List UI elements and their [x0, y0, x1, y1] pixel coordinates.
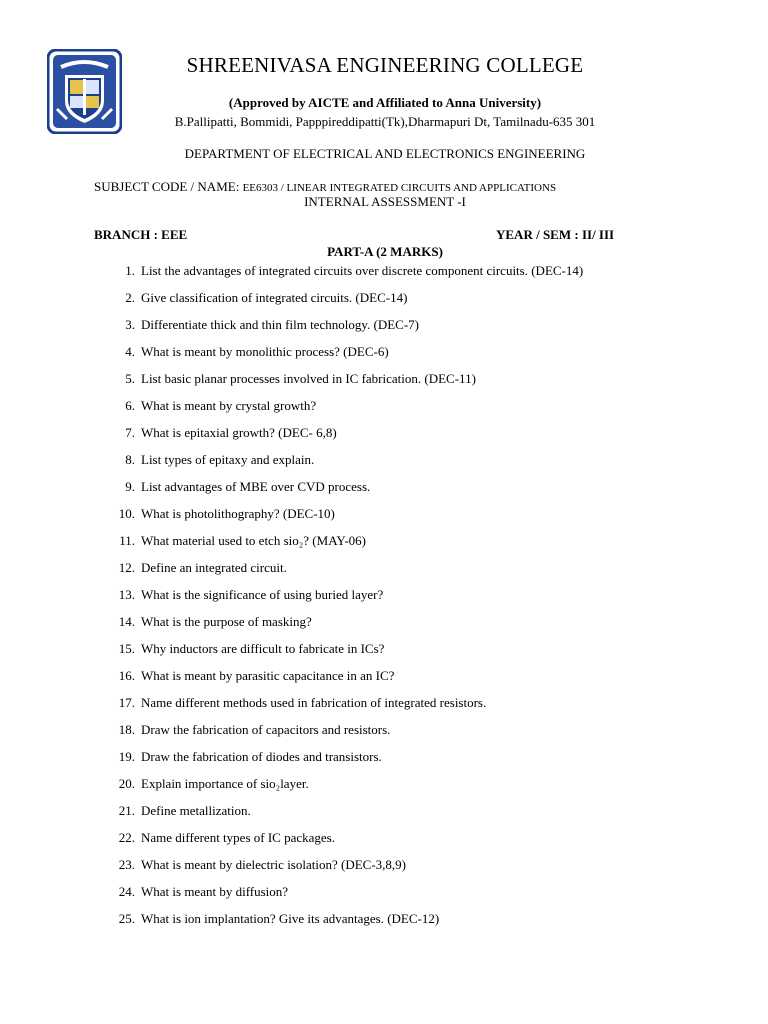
question-item: [100, 856, 740, 883]
question-text: Give classification of integrated circuits. (DEC-14): [141, 290, 408, 305]
question-number: 1.: [125, 263, 135, 278]
question-text: What is meant by dielectric isolation? (DEC-3,8,9): [141, 857, 406, 872]
question-number: 23.: [118, 857, 135, 872]
assessment-title: INTERNAL ASSESSMENT -I: [304, 194, 466, 209]
question-text: What is the purpose of masking?: [141, 614, 312, 629]
question-text: What material used to etch sio₂? (MAY-06): [141, 533, 366, 548]
question-item: [100, 775, 740, 802]
year-sem-label: YEAR / SEM : II/ III: [496, 227, 615, 242]
question-number: 25.: [118, 911, 135, 926]
question-item: [100, 343, 740, 370]
question-item: [100, 478, 740, 505]
question-item: [100, 640, 740, 667]
question-item: [100, 532, 740, 559]
question-item: [100, 721, 740, 748]
question-number: 22.: [118, 830, 135, 845]
question-text: Name different methods used in fabrication of integrated resistors.: [141, 695, 487, 710]
question-number: 2.: [125, 290, 135, 305]
question-text: What is ion implantation? Give its advantages. (DEC-12): [141, 911, 440, 926]
question-number: 3.: [125, 317, 135, 332]
question-text: List advantages of MBE over CVD process.: [141, 479, 371, 494]
college-logo: [47, 49, 122, 134]
question-item: [100, 829, 740, 856]
question-item: [100, 586, 740, 613]
question-text: What is meant by diffusion?: [141, 884, 289, 899]
college-name: SHREENIVASA ENGINEERING COLLEGE: [186, 53, 584, 77]
subject-label: SUBJECT CODE / NAME:: [94, 179, 243, 194]
question-text: Draw the fabrication of capacitors and resistors.: [141, 722, 391, 737]
question-number: 14.: [118, 614, 135, 629]
approval-line: (Approved by AICTE and Affiliated to Anna University): [228, 95, 542, 110]
question-text: What is photolithography? (DEC-10): [141, 506, 335, 521]
question-number: 24.: [118, 884, 135, 899]
question-number: 10.: [118, 506, 135, 521]
question-number: 6.: [125, 398, 135, 413]
question-text: Draw the fabrication of diodes and transistors.: [141, 749, 382, 764]
question-number: 18.: [118, 722, 135, 737]
question-list: [100, 262, 740, 937]
question-text: What is epitaxial growth? (DEC- 6,8): [141, 425, 337, 440]
question-number: 17.: [118, 695, 135, 710]
question-item: [100, 667, 740, 694]
branch-label: BRANCH : EEE: [94, 227, 188, 242]
question-text: Differentiate thick and thin film technology. (DEC-7): [141, 317, 419, 332]
question-text: What is meant by parasitic capacitance in an IC?: [141, 668, 395, 683]
subject-line: [94, 179, 556, 195]
question-number: 9.: [125, 479, 135, 494]
question-item: [100, 559, 740, 586]
question-item: [100, 802, 740, 829]
question-number: 8.: [125, 452, 135, 467]
question-item: [100, 316, 740, 343]
question-item: [100, 910, 740, 937]
question-number: 19.: [118, 749, 135, 764]
question-text: Why inductors are difficult to fabricate in ICs?: [141, 641, 385, 656]
question-text: List types of epitaxy and explain.: [141, 452, 315, 467]
question-text: List the advantages of integrated circuits over discrete component circuits. (DEC-14): [141, 263, 584, 278]
question-item: [100, 451, 740, 478]
question-text: Explain importance of sio₂layer.: [141, 776, 309, 791]
subject-value: EE6303 / LINEAR INTEGRATED CIRCUITS AND APPLICATIONS: [242, 182, 557, 194]
question-number: 5.: [125, 371, 135, 386]
question-text: Define an integrated circuit.: [141, 560, 287, 575]
question-number: 11.: [119, 533, 135, 548]
question-number: 12.: [118, 560, 135, 575]
question-number: 21.: [118, 803, 135, 818]
college-address: B.Pallipatti, Bommidi, Papppireddipatti(Tk),Dharmapuri Dt, Tamilnadu-635 301: [174, 114, 596, 129]
question-number: 20.: [118, 776, 135, 791]
question-text: Name different types of IC packages.: [141, 830, 335, 845]
question-text: Define metallization.: [141, 803, 251, 818]
question-number: 15.: [118, 641, 135, 656]
department-name: DEPARTMENT OF ELECTRICAL AND ELECTRONICS ENGINEERING: [184, 146, 586, 161]
question-number: 7.: [125, 425, 135, 440]
question-text: What is the significance of using buried layer?: [141, 587, 384, 602]
question-item: [100, 694, 740, 721]
question-item: [100, 370, 740, 397]
question-item: [100, 883, 740, 910]
question-text: What is meant by monolithic process? (DEC-6): [141, 344, 389, 359]
question-item: [100, 505, 740, 532]
question-text: What is meant by crystal growth?: [141, 398, 317, 413]
question-item: [100, 397, 740, 424]
question-number: 4.: [125, 344, 135, 359]
question-item: [100, 262, 740, 289]
question-item: [100, 748, 740, 775]
section-title: PART-A (2 MARKS): [327, 244, 443, 259]
question-item: [100, 424, 740, 451]
question-number: 13.: [118, 587, 135, 602]
question-text: List basic planar processes involved in IC fabrication. (DEC-11): [141, 371, 476, 386]
question-item: [100, 289, 740, 316]
question-item: [100, 613, 740, 640]
question-number: 16.: [118, 668, 135, 683]
